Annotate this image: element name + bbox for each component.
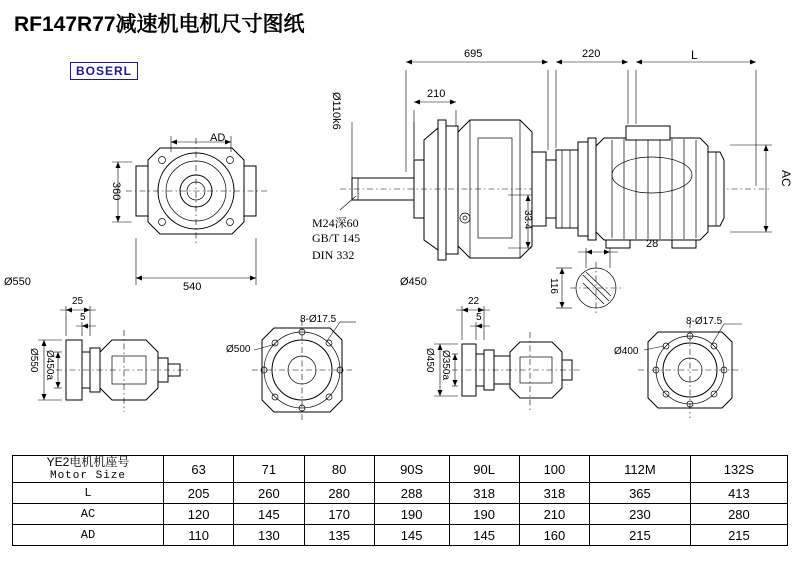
- dim-22: 22: [468, 296, 480, 307]
- dim-116: 116: [548, 278, 559, 294]
- label-shaft-dia: Ø110k6: [330, 92, 342, 130]
- col-header-5: 100: [519, 456, 589, 483]
- col-header-7: 132S: [690, 456, 787, 483]
- bottom-view-2: [252, 320, 356, 420]
- brand-logo: BOSERL: [70, 62, 138, 80]
- cell-AC-1: 145: [234, 504, 304, 525]
- col-header-1: 71: [234, 456, 304, 483]
- row-label-motor-size-en: Motor Size: [49, 469, 126, 482]
- page-title: RF147R77减速机电机尺寸图纸: [14, 13, 305, 36]
- cell-AD-6: 215: [590, 525, 691, 546]
- dim-25: 25: [72, 296, 84, 307]
- col-header-4: 90L: [449, 456, 519, 483]
- dim-5-right: 5: [476, 312, 482, 323]
- dim-220: 220: [582, 48, 601, 60]
- col-header-3: 90S: [374, 456, 449, 483]
- label-d450a-left: Ø450a: [44, 350, 55, 381]
- label-d400: Ø400: [614, 346, 639, 357]
- cell-AD-5: 160: [519, 525, 589, 546]
- dim-AD: AD: [210, 132, 226, 144]
- cell-AC-5: 210: [519, 504, 589, 525]
- top-left-view: [112, 136, 268, 285]
- cell-AD-3: 145: [374, 525, 449, 546]
- spec-table: [12, 455, 788, 546]
- label-d450: Ø450: [400, 276, 427, 288]
- row-label-L: L: [13, 483, 164, 504]
- cell-L-4: 318: [449, 483, 519, 504]
- bottom-view-1: [38, 306, 190, 412]
- cell-AD-4: 145: [449, 525, 519, 546]
- row-label-AC: AC: [13, 504, 164, 525]
- cell-AC-6: 230: [590, 504, 691, 525]
- dim-360: 360: [110, 182, 122, 201]
- dim-540: 540: [183, 281, 202, 293]
- bottom-view-3: [434, 306, 582, 410]
- dim-33-4: 33.4: [522, 210, 533, 230]
- cell-AD-0: 110: [164, 525, 234, 546]
- label-thread: M24深60: [312, 216, 359, 230]
- label-gbt: GB/T 145: [312, 231, 361, 245]
- cell-L-6: 365: [590, 483, 691, 504]
- cell-AD-7: 215: [690, 525, 787, 546]
- cell-AC-2: 170: [304, 504, 374, 525]
- col-header-2: 80: [304, 456, 374, 483]
- dim-210: 210: [427, 88, 446, 100]
- dim-5-left: 5: [80, 312, 86, 323]
- label-d550: Ø550: [4, 276, 31, 288]
- cell-AC-4: 190: [449, 504, 519, 525]
- cell-AD-2: 135: [304, 525, 374, 546]
- cell-L-1: 260: [234, 483, 304, 504]
- table-row: [13, 483, 788, 504]
- label-d350a: Ø350a: [440, 350, 451, 381]
- dim-L: L: [691, 48, 698, 62]
- dim-28: 28: [646, 238, 659, 250]
- cell-AC-7: 280: [690, 504, 787, 525]
- cell-L-0: 205: [164, 483, 234, 504]
- dim-695: 695: [464, 48, 483, 60]
- cell-AC-0: 120: [164, 504, 234, 525]
- label-d500: Ø500: [226, 344, 251, 355]
- label-holes-left: 8-Ø17.5: [300, 314, 337, 325]
- row-label-motor-size: [13, 456, 164, 483]
- cell-AD-1: 130: [234, 525, 304, 546]
- table-row-header: [13, 456, 788, 483]
- label-d450-left2: Ø450: [424, 348, 435, 373]
- row-label-AD: AD: [13, 525, 164, 546]
- col-header-6: 112M: [590, 456, 691, 483]
- cell-AC-3: 190: [374, 504, 449, 525]
- table-row: [13, 504, 788, 525]
- label-d550-left: Ø550: [28, 348, 39, 373]
- label-holes-right: 8-Ø17.5: [686, 316, 723, 327]
- cell-L-3: 288: [374, 483, 449, 504]
- cell-L-2: 280: [304, 483, 374, 504]
- col-header-0: 63: [164, 456, 234, 483]
- table-row: [13, 525, 788, 546]
- cell-L-5: 318: [519, 483, 589, 504]
- dim-AC: AC: [779, 170, 793, 187]
- row-label-motor-size-cn: YE2电机机座号: [46, 455, 130, 469]
- label-din: DIN 332: [312, 248, 355, 262]
- cell-L-7: 413: [690, 483, 787, 504]
- bottom-view-4: [638, 322, 742, 418]
